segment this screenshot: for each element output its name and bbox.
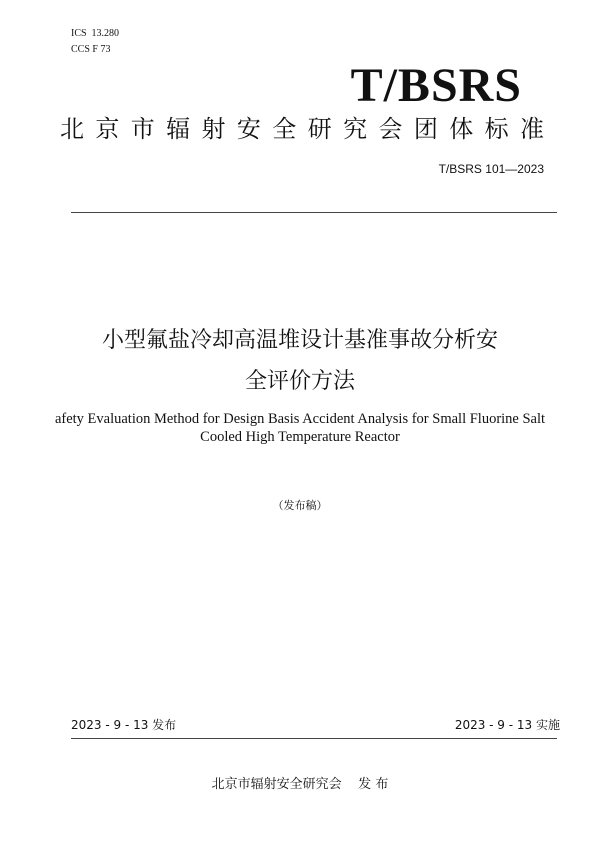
standard-number: T/BSRS 101—2023	[438, 162, 544, 176]
ics-code: ICS 13.280	[71, 28, 120, 39]
issue-date: 2023 - 9 - 13 发布	[71, 718, 177, 732]
header-divider	[71, 212, 557, 213]
draft-status-label: （发布稿）	[272, 499, 328, 512]
ccs-code: CCS F 73	[71, 44, 111, 55]
standard-code-logo: T/BSRS	[350, 59, 522, 112]
chinese-title-line-2: 全评价方法	[244, 369, 355, 394]
implementation-date: 2023 - 9 - 13 实施	[454, 718, 560, 732]
publisher-line: 北京市辐射安全研究会 发 布	[211, 777, 389, 792]
footer-divider	[71, 738, 557, 739]
chinese-title-line-1: 小型氟盐冷却高温堆设计基准事故分析安	[101, 328, 498, 353]
english-title-line-1: afety Evaluation Method for Design Basis Accident Analysis for Small Fluorine Salt	[54, 411, 546, 427]
organization-title: 北京市辐射安全研究会团体标准	[60, 115, 550, 143]
english-title-line-2: Cooled High Temperature Reactor	[200, 429, 400, 445]
